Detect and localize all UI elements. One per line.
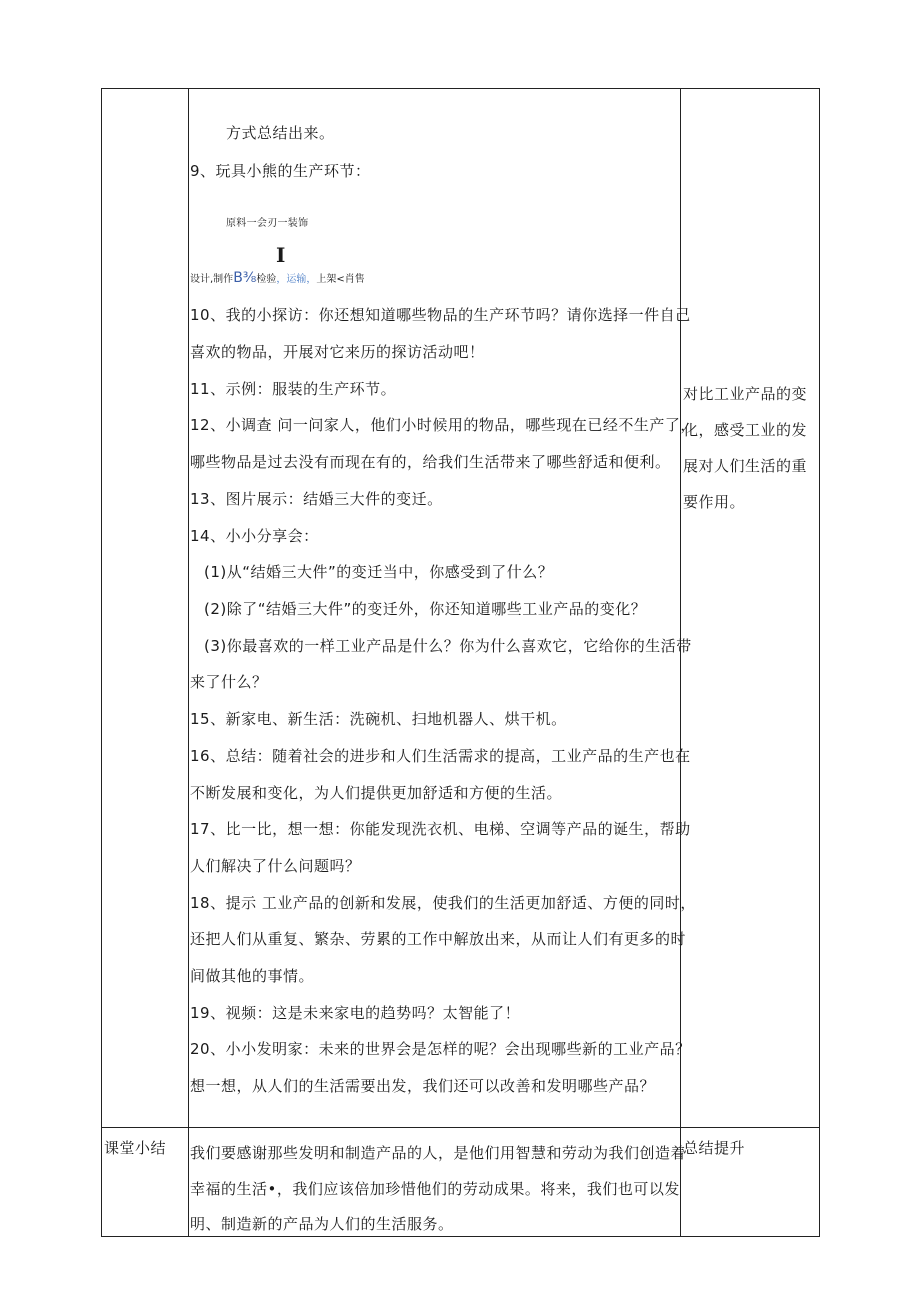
item-17-line-2: 人们解决了什么问题吗？ bbox=[190, 857, 361, 875]
item-10-line-1: 10、我的小探访：你还想知道哪些物品的生产环节吗？请你选择一件自己 bbox=[190, 306, 691, 324]
continued-line: 方式总结出来。 bbox=[226, 124, 335, 142]
flow-step-sell: 上架<肖售 bbox=[316, 274, 365, 285]
item-18-line-3: 间做其他的事情。 bbox=[190, 967, 315, 985]
item-19: 19、视频：这是未来家电的趋势吗？太智能了！ bbox=[190, 1004, 521, 1022]
item-18-line-2: 还把人们从重复、繁杂、劳累的工作中解放出来，从而让人们有更多的时 bbox=[190, 930, 687, 948]
item-12-line-2: 哪些物品是过去没有而现在有的，给我们生活带来了哪些舒适和便利。 bbox=[190, 453, 671, 471]
item-14: 14、小小分享会： bbox=[190, 527, 319, 545]
flow-step-design: 设计,制作 bbox=[190, 274, 234, 285]
flow-diagram-top: 原料一会刃一装饰 bbox=[226, 218, 309, 229]
item-13: 13、图片展示：结婚三大件的变迁。 bbox=[190, 490, 443, 508]
intent-line-3: 展对人们生活的重 bbox=[683, 457, 808, 475]
flow-step-mark: B⅜ bbox=[233, 270, 257, 286]
table-top-border bbox=[101, 88, 820, 89]
item-14-question-2: (2)除了“结婚三大件”的变迁外，你还知道哪些工业产品的变化？ bbox=[204, 600, 647, 618]
table-right-border bbox=[819, 88, 820, 1237]
table-col-divider-2 bbox=[680, 88, 681, 1237]
summary-line-1: 我们要感谢那些发明和制造产品的人，是他们用智慧和劳动为我们创造着 bbox=[190, 1144, 687, 1162]
flow-diagram-bottom bbox=[190, 270, 365, 286]
item-16-line-2: 不断发展和变化，为人们提供更加舒适和方便的生活。 bbox=[190, 784, 563, 802]
summary-label: 课堂小结 bbox=[104, 1139, 167, 1157]
intent-line-4: 要作用。 bbox=[683, 493, 746, 511]
table-col-divider-1 bbox=[188, 88, 189, 1237]
item-18-line-1: 18、提示 工业产品的创新和发展，使我们的生活更加舒适、方便的同时， bbox=[190, 894, 696, 912]
item-14-question-3-line-1: (3)你最喜欢的一样工业产品是什么？你为什么喜欢它，它给你的生活带 bbox=[204, 637, 692, 655]
item-17-line-1: 17、比一比，想一想：你能发现洗衣机、电梯、空调等产品的诞生，帮助 bbox=[190, 820, 691, 838]
item-9: 9、玩具小熊的生产环节： bbox=[190, 162, 371, 180]
item-16-line-1: 16、总结：随着社会的进步和人们生活需求的提高，工业产品的生产也在 bbox=[190, 747, 691, 765]
table-bottom-border bbox=[101, 1236, 820, 1237]
item-20-line-1: 20、小小发明家：未来的世界会是怎样的呢？会出现哪些新的工业产品？ bbox=[190, 1040, 691, 1058]
item-10-line-2: 喜欢的物品，开展对它来历的探访活动吧！ bbox=[190, 343, 485, 361]
table-left-border bbox=[101, 88, 102, 1237]
summary-line-3: 明、制造新的产品为人们的生活服务。 bbox=[190, 1215, 454, 1233]
item-15: 15、新家电、新生活：洗碗机、扫地机器人、烘干机。 bbox=[190, 710, 567, 728]
summary-intent: 总结提升 bbox=[683, 1139, 746, 1157]
item-20-line-2: 想一想，从人们的生活需要出发，我们还可以改善和发明哪些产品？ bbox=[190, 1077, 656, 1095]
item-14-question-3-line-2: 来了什么？ bbox=[190, 673, 268, 691]
item-11: 11、示例：服装的生产环节。 bbox=[190, 380, 397, 398]
intent-line-1: 对比工业产品的变 bbox=[683, 385, 808, 403]
flow-step-inspect: 检验 bbox=[256, 274, 277, 285]
intent-line-2: 化，感受工业的发 bbox=[683, 421, 808, 439]
item-14-question-1: (1)从“结婚三大件”的变迁当中，你感受到了什么？ bbox=[204, 563, 554, 581]
item-12-line-1: 12、小调查 问一问家人，他们小时候用的物品，哪些现在已经不生产了， bbox=[190, 416, 696, 434]
flow-diagram-arrow: I bbox=[276, 243, 286, 267]
summary-line-2: 幸福的生活•，我们应该倍加珍惜他们的劳动成果。将来，我们也可以发 bbox=[190, 1180, 680, 1198]
flow-step-transport: ，运输， bbox=[276, 274, 317, 285]
table-row-divider bbox=[101, 1127, 820, 1128]
